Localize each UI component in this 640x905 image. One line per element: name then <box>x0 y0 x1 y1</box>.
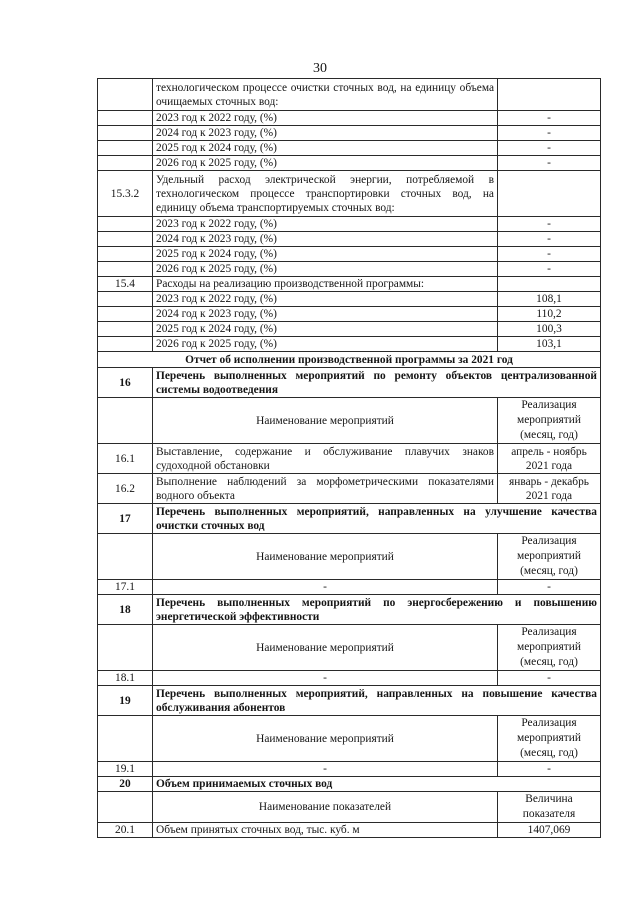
item-value: 1407,069 <box>498 823 601 838</box>
row-label: 2024 год к 2023 году, (%) <box>153 307 498 322</box>
column-header-name: Наименование мероприятий <box>153 716 498 762</box>
row-value: - <box>498 111 601 126</box>
item-period: январь - декабрь 2021 года <box>498 474 601 504</box>
section-16-header <box>98 368 601 398</box>
row-label: 2026 год к 2025 году, (%) <box>153 337 498 352</box>
row-label: 2024 год к 2023 году, (%) <box>153 126 498 141</box>
row-value: - <box>498 141 601 156</box>
section-title: Перечень выполненных мероприятий по ремонту объектов централизованной системы водоотведения <box>153 368 601 398</box>
item-name: Выполнение наблюдений за морфометрическими показателями водного объекта <box>153 474 498 504</box>
section-title: Перечень выполненных мероприятий, направленных на повышение качества обслуживания абонентов <box>153 686 601 716</box>
report-title: Отчет об исполнении производственной программы за 2021 год <box>98 352 601 368</box>
section-20-header <box>98 777 601 792</box>
table-row <box>98 322 601 337</box>
item-num: 20.1 <box>98 823 153 838</box>
row-label: 2023 год к 2022 году, (%) <box>153 111 498 126</box>
cell-text: технологическом процессе очистки сточных вод, на единицу объема очищаемых сточных вод: <box>153 79 498 111</box>
table-row <box>98 217 601 232</box>
table-row <box>98 444 601 474</box>
column-header-implementation: Реализация мероприятий (месяц, год) <box>498 716 601 762</box>
item-name: Выставление, содержание и обслуживание плавучих знаков судоходной обстановки <box>153 444 498 474</box>
cell-num <box>98 79 153 111</box>
column-header-row <box>98 716 601 762</box>
section-num: 16 <box>98 368 153 398</box>
section-num: 18 <box>98 595 153 625</box>
item-num: 18.1 <box>98 671 153 686</box>
row-value: 110,2 <box>498 307 601 322</box>
section-title: Перечень выполненных мероприятий, направленных на улучшение качества очистки сточных вод <box>153 504 601 534</box>
column-header-implementation: Реализация мероприятий (месяц, год) <box>498 534 601 580</box>
section-num: 19 <box>98 686 153 716</box>
column-header-implementation: Реализация мероприятий (месяц, год) <box>498 398 601 444</box>
table-row <box>98 474 601 504</box>
table-row <box>98 762 601 777</box>
table-row <box>98 111 601 126</box>
row-value: 103,1 <box>498 337 601 352</box>
section-num: 20 <box>98 777 153 792</box>
item-name: - <box>153 762 498 777</box>
row-value: 100,3 <box>498 322 601 337</box>
table-row <box>98 307 601 322</box>
cell-text: Расходы на реализацию производственной программы: <box>153 277 498 292</box>
table-row <box>98 292 601 307</box>
item-name: - <box>153 671 498 686</box>
row-value: - <box>498 262 601 277</box>
table-row <box>98 337 601 352</box>
column-header-value: Величина показателя <box>498 792 601 823</box>
row-value: - <box>498 232 601 247</box>
table-row <box>98 580 601 595</box>
row-value: - <box>498 217 601 232</box>
item-period: апрель - ноябрь 2021 года <box>498 444 601 474</box>
row-value: 108,1 <box>498 292 601 307</box>
table-row <box>98 141 601 156</box>
item-period: - <box>498 671 601 686</box>
row-label: 2023 год к 2022 году, (%) <box>153 217 498 232</box>
row-value: - <box>498 247 601 262</box>
row-15-3-1-text <box>98 79 601 111</box>
table-row <box>98 247 601 262</box>
section-18-header <box>98 595 601 625</box>
row-label: 2025 год к 2024 году, (%) <box>153 141 498 156</box>
item-num: 16.1 <box>98 444 153 474</box>
production-program-table <box>97 78 601 838</box>
cell-value <box>498 79 601 111</box>
row-value: - <box>498 156 601 171</box>
column-header-name: Наименование показателей <box>153 792 498 823</box>
row-15-4-text <box>98 277 601 292</box>
page-number: 30 <box>313 61 327 76</box>
section-17-header <box>98 504 601 534</box>
item-period: - <box>498 762 601 777</box>
item-num: 19.1 <box>98 762 153 777</box>
table-row <box>98 823 601 838</box>
table-row <box>98 262 601 277</box>
item-period: - <box>498 580 601 595</box>
row-label: 2026 год к 2025 году, (%) <box>153 156 498 171</box>
column-header-row <box>98 792 601 823</box>
cell-num: 15.3.2 <box>98 171 153 217</box>
report-title-row <box>98 352 601 368</box>
row-label: 2025 год к 2024 году, (%) <box>153 247 498 262</box>
column-header-row <box>98 625 601 671</box>
table-row <box>98 156 601 171</box>
column-header-row <box>98 534 601 580</box>
section-title: Перечень выполненных мероприятий по энергосбережению и повышению энергетической эффективности <box>153 595 601 625</box>
section-19-header <box>98 686 601 716</box>
item-name: - <box>153 580 498 595</box>
section-title: Объем принимаемых сточных вод <box>153 777 601 792</box>
section-num: 17 <box>98 504 153 534</box>
item-name: Объем принятых сточных вод, тыс. куб. м <box>153 823 498 838</box>
row-label: 2023 год к 2022 году, (%) <box>153 292 498 307</box>
table-row <box>98 126 601 141</box>
column-header-name: Наименование мероприятий <box>153 534 498 580</box>
row-value: - <box>498 126 601 141</box>
column-header-implementation: Реализация мероприятий (месяц, год) <box>498 625 601 671</box>
item-num: 16.2 <box>98 474 153 504</box>
column-header-row <box>98 398 601 444</box>
table-row <box>98 671 601 686</box>
column-header-name: Наименование мероприятий <box>153 398 498 444</box>
row-label: 2026 год к 2025 году, (%) <box>153 262 498 277</box>
cell-text: Удельный расход электрической энергии, потребляемой в технологическом процессе транспортировки сточных вод, на единицу объема транспортируемых сточных вод: <box>153 171 498 217</box>
table-row <box>98 232 601 247</box>
row-label: 2025 год к 2024 году, (%) <box>153 322 498 337</box>
item-num: 17.1 <box>98 580 153 595</box>
row-label: 2024 год к 2023 году, (%) <box>153 232 498 247</box>
column-header-name: Наименование мероприятий <box>153 625 498 671</box>
row-15-3-2-text <box>98 171 601 217</box>
cell-num: 15.4 <box>98 277 153 292</box>
